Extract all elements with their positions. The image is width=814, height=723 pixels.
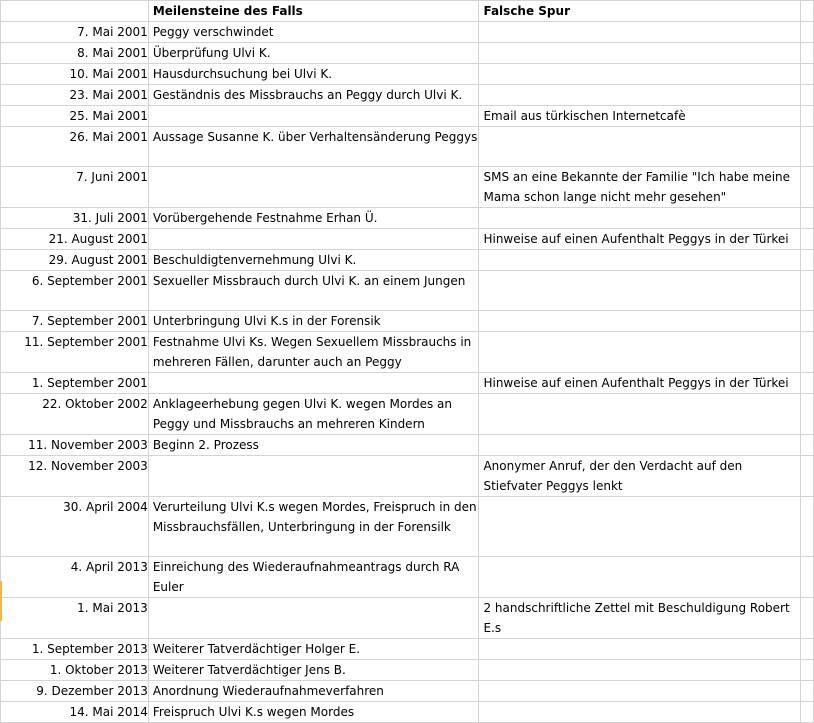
table-row: [1, 64, 814, 85]
cell-milestone[interactable]: Sexueller Missbrauch durch Ulvi K. an einem Jungen: [148, 271, 479, 311]
cell-false-lead[interactable]: [479, 250, 801, 271]
cell-milestone[interactable]: Weiterer Tatverdächtiger Jens B.: [148, 660, 479, 681]
cell-milestone[interactable]: [148, 373, 479, 394]
cell-false-lead[interactable]: [479, 64, 801, 85]
table-row: [1, 681, 814, 702]
cell-date[interactable]: 29. August 2001: [1, 250, 149, 271]
cell-date[interactable]: 1. Mai 2013: [1, 598, 149, 639]
cell-milestone[interactable]: [148, 106, 479, 127]
cell-false-lead[interactable]: [479, 311, 801, 332]
cell-milestone[interactable]: Unterbringung Ulvi K.s in der Forensik: [148, 311, 479, 332]
cell-empty[interactable]: [800, 373, 813, 394]
row-highlight-marker: [0, 581, 2, 621]
cell-false-lead[interactable]: [479, 22, 801, 43]
cell-false-lead[interactable]: [479, 208, 801, 229]
cell-date[interactable]: 7. Mai 2001: [1, 22, 149, 43]
cell-date[interactable]: 1. September 2013: [1, 639, 149, 660]
cell-empty[interactable]: [800, 394, 813, 435]
cell-false-lead[interactable]: Hinweise auf einen Aufenthalt Peggys in der Türkei: [479, 229, 801, 250]
cell-false-lead[interactable]: Hinweise auf einen Aufenthalt Peggys in der Türkei: [479, 373, 801, 394]
table-row: [1, 497, 814, 557]
cell-milestone[interactable]: Einreichung des Wiederaufnahmeantrags durch RA Euler: [148, 557, 479, 598]
cell-date[interactable]: 9. Dezember 2013: [1, 681, 149, 702]
cell-date[interactable]: 6. September 2001: [1, 271, 149, 311]
cell-empty[interactable]: [800, 106, 813, 127]
cell-empty[interactable]: [800, 229, 813, 250]
table-row: [1, 229, 814, 250]
cell-empty[interactable]: [800, 557, 813, 598]
cell-date[interactable]: 10. Mai 2001: [1, 64, 149, 85]
table-row: [1, 311, 814, 332]
cell-date[interactable]: 11. November 2003: [1, 435, 149, 456]
cell-empty[interactable]: [800, 64, 813, 85]
cell-empty[interactable]: [800, 43, 813, 64]
cell-date[interactable]: 26. Mai 2001: [1, 127, 149, 167]
cell-milestone[interactable]: Beschuldigtenvernehmung Ulvi K.: [148, 250, 479, 271]
column-header-false-lead[interactable]: Falsche Spur: [479, 1, 801, 22]
table-row: [1, 598, 814, 639]
cell-false-lead[interactable]: Anonymer Anruf, der den Verdacht auf den Stiefvater Peggys lenkt: [479, 456, 801, 497]
table-row: [1, 435, 814, 456]
table-row: [1, 557, 814, 598]
cell-milestone[interactable]: Anklageerhebung gegen Ulvi K. wegen Mordes an Peggy und Missbrauchs an mehreren Kindern: [148, 394, 479, 435]
cell-empty[interactable]: [800, 311, 813, 332]
cell-date[interactable]: 1. Oktober 2013: [1, 660, 149, 681]
table-row: [1, 271, 814, 311]
table-row: [1, 332, 814, 373]
cell-milestone[interactable]: Freispruch Ulvi K.s wegen Mordes: [148, 702, 479, 723]
table-row: [1, 85, 814, 106]
table-row: [1, 43, 814, 64]
cell-false-lead[interactable]: Email aus türkischen Internetcafè: [479, 106, 801, 127]
cell-milestone[interactable]: [148, 598, 479, 639]
cell-empty[interactable]: [800, 456, 813, 497]
table-row: [1, 639, 814, 660]
cell-milestone[interactable]: Aussage Susanne K. über Verhaltensänderung Peggys: [148, 127, 479, 167]
table-row: [1, 660, 814, 681]
cell-date[interactable]: 25. Mai 2001: [1, 106, 149, 127]
column-header-milestones[interactable]: Meilensteine des Falls: [148, 1, 479, 22]
cell-milestone[interactable]: Anordnung Wiederaufnahmeverfahren: [148, 681, 479, 702]
cell-empty[interactable]: [800, 681, 813, 702]
cell-false-lead[interactable]: [479, 639, 801, 660]
cell-date[interactable]: 14. Mai 2014: [1, 702, 149, 723]
cell-milestone[interactable]: Überprüfung Ulvi K.: [148, 43, 479, 64]
table-row: [1, 167, 814, 208]
table-row: [1, 22, 814, 43]
cell-date[interactable]: 8. Mai 2001: [1, 43, 149, 64]
cell-milestone[interactable]: Peggy verschwindet: [148, 22, 479, 43]
cell-empty[interactable]: [800, 208, 813, 229]
cell-milestone[interactable]: Geständnis des Missbrauchs an Peggy durch Ulvi K.: [148, 85, 479, 106]
cell-empty[interactable]: [800, 702, 813, 723]
cell-date[interactable]: 31. Juli 2001: [1, 208, 149, 229]
cell-milestone[interactable]: [148, 167, 479, 208]
cell-date[interactable]: 22. Oktober 2002: [1, 394, 149, 435]
cell-milestone[interactable]: Vorübergehende Festnahme Erhan Ü.: [148, 208, 479, 229]
cell-false-lead[interactable]: [479, 557, 801, 598]
cell-false-lead[interactable]: [479, 271, 801, 311]
cell-date[interactable]: 30. April 2004: [1, 497, 149, 557]
table-row: [1, 394, 814, 435]
cell-milestone[interactable]: [148, 229, 479, 250]
cell-date[interactable]: 23. Mai 2001: [1, 85, 149, 106]
cell-empty[interactable]: [800, 250, 813, 271]
cell-date[interactable]: 1. September 2001: [1, 373, 149, 394]
cell-empty[interactable]: [800, 167, 813, 208]
cell-empty[interactable]: [800, 1, 813, 22]
table-row: [1, 106, 814, 127]
cell-milestone[interactable]: [148, 456, 479, 497]
cell-empty[interactable]: [800, 598, 813, 639]
cell-milestone[interactable]: Festnahme Ulvi Ks. Wegen Sexuellem Missbrauchs in mehreren Fällen, darunter auch an Peggy: [148, 332, 479, 373]
cell-milestone[interactable]: Weiterer Tatverdächtiger Holger E.: [148, 639, 479, 660]
cell-date[interactable]: 11. September 2001: [1, 332, 149, 373]
cell-date[interactable]: 12. November 2003: [1, 456, 149, 497]
table-row: [1, 373, 814, 394]
cell-date[interactable]: 4. April 2013: [1, 557, 149, 598]
cell-false-lead[interactable]: [479, 497, 801, 557]
cell-empty[interactable]: [800, 639, 813, 660]
cell-empty[interactable]: [800, 22, 813, 43]
cell-false-lead[interactable]: [479, 660, 801, 681]
cell-empty[interactable]: [800, 435, 813, 456]
table-row: [1, 208, 814, 229]
table-row: [1, 250, 814, 271]
cell-empty[interactable]: [800, 85, 813, 106]
cell-false-lead[interactable]: [479, 127, 801, 167]
cell-false-lead[interactable]: [479, 702, 801, 723]
cell-false-lead[interactable]: [479, 394, 801, 435]
cell-milestone[interactable]: Beginn 2. Prozess: [148, 435, 479, 456]
cell-false-lead[interactable]: [479, 43, 801, 64]
cell-date[interactable]: 21. August 2001: [1, 229, 149, 250]
table-row: [1, 456, 814, 497]
cell-empty[interactable]: [800, 660, 813, 681]
cell-date[interactable]: 7. September 2001: [1, 311, 149, 332]
cell-empty[interactable]: [800, 332, 813, 373]
header-row: [1, 1, 814, 22]
cell-date[interactable]: 7. Juni 2001: [1, 167, 149, 208]
cell-milestone[interactable]: Hausdurchsuchung bei Ulvi K.: [148, 64, 479, 85]
cell-empty[interactable]: [800, 271, 813, 311]
cell-false-lead[interactable]: SMS an eine Bekannte der Familie "Ich habe meine Mama schon lange nicht mehr gesehen": [479, 167, 801, 208]
cell-false-lead[interactable]: [479, 332, 801, 373]
table-row: [1, 127, 814, 167]
table-row: [1, 702, 814, 723]
cell-empty[interactable]: [800, 127, 813, 167]
cell-false-lead[interactable]: [479, 681, 801, 702]
cell-empty[interactable]: [800, 497, 813, 557]
cell-false-lead[interactable]: [479, 435, 801, 456]
cell-false-lead[interactable]: 2 handschriftliche Zettel mit Beschuldigung Robert E.s: [479, 598, 801, 639]
cell-header-date[interactable]: [1, 1, 149, 22]
cell-milestone[interactable]: Verurteilung Ulvi K.s wegen Mordes, Freispruch in den Missbrauchsfällen, Unterbringung in der Forensilk: [148, 497, 479, 557]
cell-false-lead[interactable]: [479, 85, 801, 106]
